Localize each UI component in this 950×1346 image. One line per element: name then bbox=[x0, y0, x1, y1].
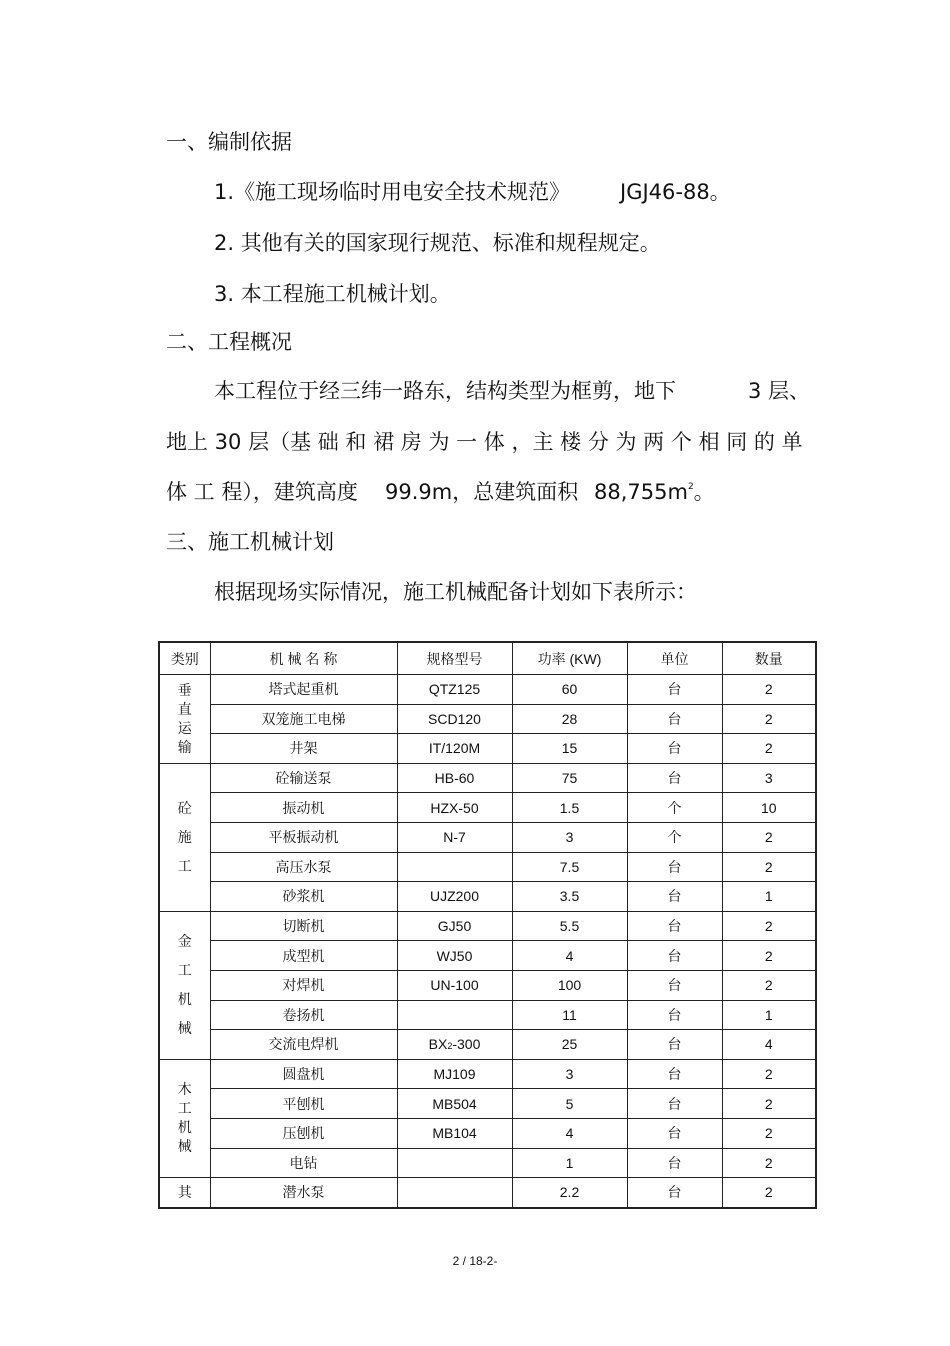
table-row bbox=[159, 1178, 816, 1208]
category-cell bbox=[159, 675, 210, 764]
machine-name-cell: 卷扬机 bbox=[210, 1000, 397, 1030]
table-row bbox=[159, 1030, 816, 1060]
power-kw-cell: 1 bbox=[512, 1148, 627, 1178]
model-spec-cell: SCD120 bbox=[397, 704, 512, 734]
section-2-para-line-3 bbox=[166, 478, 715, 506]
quantity-cell: 2 bbox=[722, 675, 816, 705]
power-kw-cell: 15 bbox=[512, 734, 627, 764]
building-height: 99.9m，总建筑面积 bbox=[385, 480, 579, 504]
model-spec-cell: GJ50 bbox=[397, 911, 512, 941]
quantity-cell: 3 bbox=[722, 763, 816, 793]
header-model: 规格型号 bbox=[397, 642, 512, 675]
machine-name-cell: 平板振动机 bbox=[210, 822, 397, 852]
header-quantity: 数量 bbox=[722, 642, 816, 675]
power-kw-cell: 3 bbox=[512, 822, 627, 852]
category-char: 其 bbox=[177, 1183, 192, 1200]
quantity-cell: 2 bbox=[722, 1089, 816, 1119]
unit-cell: 个 bbox=[627, 822, 722, 852]
machine-name-cell: 砼输送泵 bbox=[210, 763, 397, 793]
para-line-1-text: 本工程位于经三纬一路东，结构类型为框剪，地下 bbox=[214, 379, 676, 403]
power-kw-cell: 100 bbox=[512, 970, 627, 1000]
table-row bbox=[159, 675, 816, 705]
category-char: 机 bbox=[177, 1119, 192, 1136]
unit-cell: 台 bbox=[627, 704, 722, 734]
model-spec-cell: N-7 bbox=[397, 822, 512, 852]
model-spec-cell bbox=[397, 1000, 512, 1030]
table-row bbox=[159, 882, 816, 912]
machine-name-cell: 塔式起重机 bbox=[210, 675, 397, 705]
power-kw-cell: 11 bbox=[512, 1000, 627, 1030]
quantity-cell: 2 bbox=[722, 911, 816, 941]
unit-cell: 台 bbox=[627, 1030, 722, 1060]
header-unit: 单位 bbox=[627, 642, 722, 675]
machine-name-cell: 圆盘机 bbox=[210, 1059, 397, 1089]
item-1-code: JGJ46-88。 bbox=[620, 180, 731, 204]
table-row bbox=[159, 822, 816, 852]
section-2-para-line-1 bbox=[214, 377, 811, 405]
table-row bbox=[159, 793, 816, 823]
category-char: 械 bbox=[177, 1138, 192, 1155]
power-kw-cell: 1.5 bbox=[512, 793, 627, 823]
model-spec-cell: MB104 bbox=[397, 1118, 512, 1148]
table-row bbox=[159, 704, 816, 734]
table-row bbox=[159, 941, 816, 971]
power-kw-cell: 5.5 bbox=[512, 911, 627, 941]
power-kw-cell: 5 bbox=[512, 1089, 627, 1119]
unit-cell: 台 bbox=[627, 734, 722, 764]
table-row bbox=[159, 852, 816, 882]
unit-cell: 台 bbox=[627, 941, 722, 971]
section-1-heading: 一、编制依据 bbox=[166, 130, 292, 154]
power-kw-cell: 2.2 bbox=[512, 1178, 627, 1208]
unit-cell: 台 bbox=[627, 1148, 722, 1178]
category-cell bbox=[159, 1059, 210, 1177]
quantity-cell: 2 bbox=[722, 822, 816, 852]
machine-name-cell: 井架 bbox=[210, 734, 397, 764]
machine-name-cell: 电钻 bbox=[210, 1148, 397, 1178]
section-3-heading: 三、施工机械计划 bbox=[166, 530, 334, 554]
model-spec-cell bbox=[397, 1148, 512, 1178]
model-spec-cell: UN-100 bbox=[397, 970, 512, 1000]
page-footer: 2 / 18-2- bbox=[452, 1254, 498, 1268]
table-header-row bbox=[159, 642, 816, 675]
category-cell bbox=[159, 911, 210, 1059]
quantity-cell: 1 bbox=[722, 1000, 816, 1030]
area-period: 。 bbox=[693, 480, 715, 504]
section-2-para-line-2: 地上 30 层（基 础 和 裙 房 为 一 体 ，主 楼 分 为 两 个 相 同 的 单 bbox=[166, 430, 803, 454]
category-char: 垂 bbox=[177, 681, 192, 698]
para-line-1-floors: 3 层、 bbox=[748, 379, 811, 403]
section-2-heading: 二、工程概况 bbox=[166, 330, 292, 354]
table-row bbox=[159, 970, 816, 1000]
category-char: 械 bbox=[177, 1020, 192, 1037]
category-char: 工 bbox=[177, 857, 192, 874]
unit-cell: 台 bbox=[627, 882, 722, 912]
model-spec-cell: WJ50 bbox=[397, 941, 512, 971]
header-power: 功率 (KW) bbox=[512, 642, 627, 675]
category-char: 输 bbox=[177, 738, 192, 755]
table-row bbox=[159, 1148, 816, 1178]
machine-name-cell: 平刨机 bbox=[210, 1089, 397, 1119]
quantity-cell: 10 bbox=[722, 793, 816, 823]
machine-name-cell: 成型机 bbox=[210, 941, 397, 971]
power-kw-cell: 3 bbox=[512, 1059, 627, 1089]
section-1-item-1 bbox=[214, 178, 731, 206]
quantity-cell: 2 bbox=[722, 852, 816, 882]
machine-name-cell: 振动机 bbox=[210, 793, 397, 823]
machine-name-cell: 压刨机 bbox=[210, 1118, 397, 1148]
table-row bbox=[159, 911, 816, 941]
model-spec-cell: MJ109 bbox=[397, 1059, 512, 1089]
para-line-3-text: 体 工 程），建筑高度 bbox=[166, 480, 358, 504]
section-1-item-2: 2. 其他有关的国家现行规范、标准和规程规定。 bbox=[214, 231, 661, 255]
quantity-cell: 2 bbox=[722, 941, 816, 971]
unit-cell: 台 bbox=[627, 911, 722, 941]
section-1-item-3: 3. 本工程施工机械计划。 bbox=[214, 282, 451, 306]
model-spec-cell: HB-60 bbox=[397, 763, 512, 793]
unit-cell: 台 bbox=[627, 970, 722, 1000]
machine-name-cell: 双笼施工电梯 bbox=[210, 704, 397, 734]
category-char: 机 bbox=[177, 991, 192, 1008]
unit-cell: 台 bbox=[627, 763, 722, 793]
category-char: 砼 bbox=[177, 799, 192, 816]
quantity-cell: 1 bbox=[722, 882, 816, 912]
category-char: 金 bbox=[177, 933, 192, 950]
unit-cell: 台 bbox=[627, 1059, 722, 1089]
model-spec-cell: IT/120M bbox=[397, 734, 512, 764]
table-row bbox=[159, 1089, 816, 1119]
table-row bbox=[159, 763, 816, 793]
unit-cell: 台 bbox=[627, 852, 722, 882]
model-spec-cell: MB504 bbox=[397, 1089, 512, 1119]
area-superscript: 2 bbox=[687, 482, 694, 492]
unit-cell: 台 bbox=[627, 1178, 722, 1208]
quantity-cell: 2 bbox=[722, 970, 816, 1000]
section-3-para: 根据现场实际情况，施工机械配备计划如下表所示： bbox=[214, 580, 697, 604]
model-spec-cell: BX2-300 bbox=[397, 1030, 512, 1060]
category-char: 施 bbox=[177, 828, 192, 845]
power-kw-cell: 75 bbox=[512, 763, 627, 793]
model-spec-cell: UJZ200 bbox=[397, 882, 512, 912]
quantity-cell: 2 bbox=[722, 1178, 816, 1208]
table-row bbox=[159, 1118, 816, 1148]
unit-cell: 台 bbox=[627, 1089, 722, 1119]
quantity-cell: 2 bbox=[722, 1118, 816, 1148]
quantity-cell: 2 bbox=[722, 734, 816, 764]
machine-name-cell: 交流电焊机 bbox=[210, 1030, 397, 1060]
category-char: 工 bbox=[177, 962, 192, 979]
item-1-title: 1.《施工现场临时用电安全技术规范》 bbox=[214, 180, 571, 204]
model-spec-cell bbox=[397, 852, 512, 882]
category-cell bbox=[159, 1178, 210, 1208]
table-row bbox=[159, 1000, 816, 1030]
machine-name-cell: 切断机 bbox=[210, 911, 397, 941]
machine-name-cell: 高压水泵 bbox=[210, 852, 397, 882]
category-cell bbox=[159, 763, 210, 911]
quantity-cell: 2 bbox=[722, 1148, 816, 1178]
power-kw-cell: 4 bbox=[512, 941, 627, 971]
category-char: 直 bbox=[177, 700, 192, 717]
machine-name-cell: 潜水泵 bbox=[210, 1178, 397, 1208]
model-spec-cell: QTZ125 bbox=[397, 675, 512, 705]
power-kw-cell: 25 bbox=[512, 1030, 627, 1060]
area-value: 88,755m bbox=[594, 480, 688, 504]
machinery-table bbox=[158, 641, 817, 1209]
table-row bbox=[159, 734, 816, 764]
unit-cell: 个 bbox=[627, 793, 722, 823]
category-char: 运 bbox=[177, 719, 192, 736]
header-category: 类别 bbox=[159, 642, 210, 675]
power-kw-cell: 7.5 bbox=[512, 852, 627, 882]
model-spec-cell: HZX-50 bbox=[397, 793, 512, 823]
header-name: 机 械 名 称 bbox=[210, 642, 397, 675]
quantity-cell: 4 bbox=[722, 1030, 816, 1060]
unit-cell: 台 bbox=[627, 1118, 722, 1148]
unit-cell: 台 bbox=[627, 675, 722, 705]
building-area bbox=[594, 478, 715, 511]
model-spec-cell bbox=[397, 1178, 512, 1208]
machine-name-cell: 对焊机 bbox=[210, 970, 397, 1000]
table-row bbox=[159, 1059, 816, 1089]
power-kw-cell: 60 bbox=[512, 675, 627, 705]
unit-cell: 台 bbox=[627, 1000, 722, 1030]
power-kw-cell: 28 bbox=[512, 704, 627, 734]
machine-name-cell: 砂浆机 bbox=[210, 882, 397, 912]
power-kw-cell: 4 bbox=[512, 1118, 627, 1148]
power-kw-cell: 3.5 bbox=[512, 882, 627, 912]
category-char: 工 bbox=[177, 1100, 192, 1117]
quantity-cell: 2 bbox=[722, 1059, 816, 1089]
quantity-cell: 2 bbox=[722, 704, 816, 734]
category-char: 木 bbox=[177, 1081, 192, 1098]
